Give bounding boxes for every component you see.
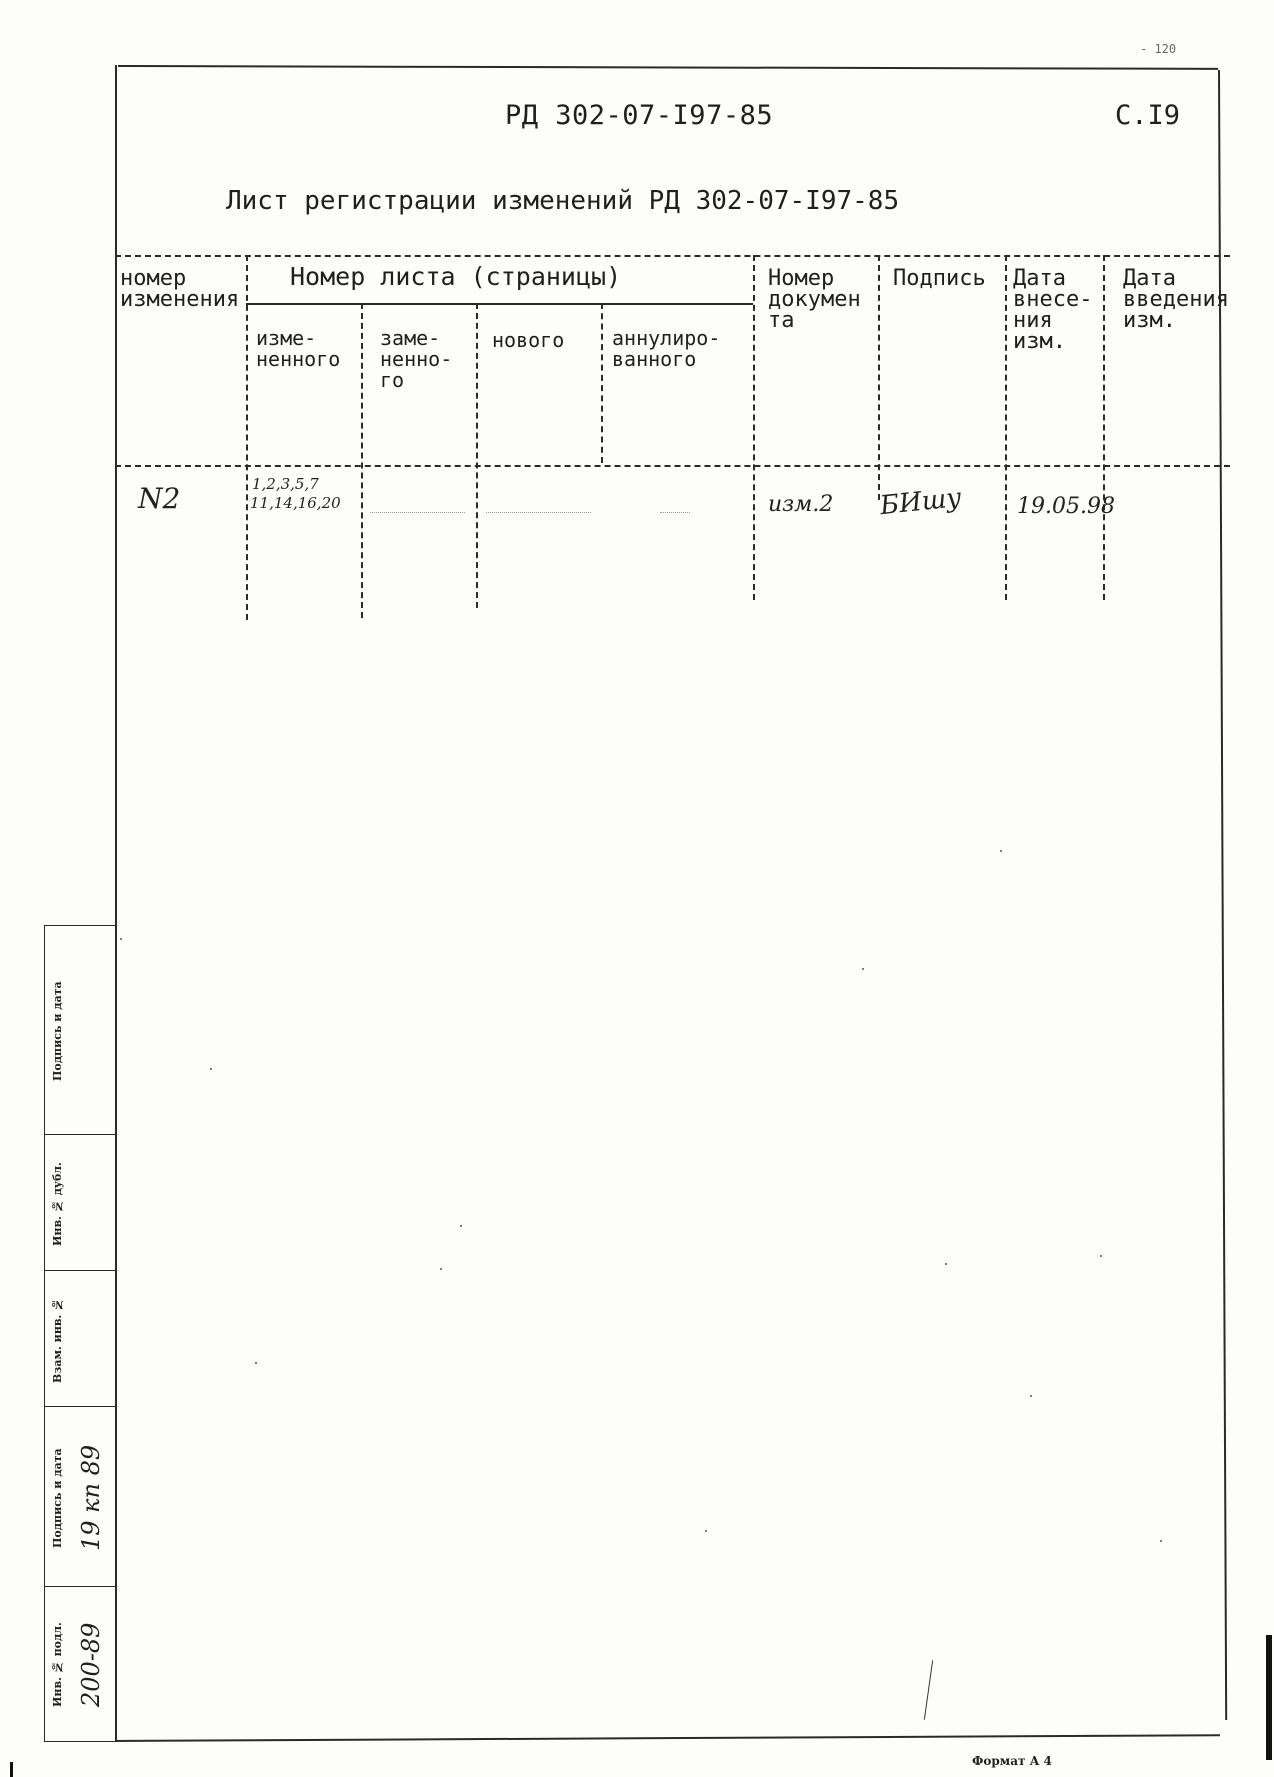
table-top-line (115, 255, 1230, 257)
scan-speck (1160, 1540, 1162, 1542)
col-line-3 (476, 303, 478, 608)
row-changed-line1: 1,2,3,5,7 (252, 475, 319, 493)
col-header-change-no: номер изменения (120, 266, 240, 312)
col-header-signature: Подпись (893, 266, 986, 291)
scan-speck (705, 1530, 707, 1532)
side-stamp (44, 925, 115, 1742)
binding-edge-bar (1266, 1635, 1272, 1760)
col-line-5 (753, 255, 755, 600)
col-header-replaced: заме- ненно- го (380, 326, 453, 392)
stamp-cell-dup-inv: Инв. № дубл. (45, 1134, 115, 1271)
col-header-annulled: аннулиро- ванного (612, 326, 721, 371)
page-number: С.I9 (1115, 100, 1181, 131)
col-line-1 (246, 255, 248, 620)
scan-speck (255, 1362, 257, 1364)
scan-speck (945, 1263, 947, 1265)
page-title: Лист регистрации изменений РД 302-07-I97-85 (226, 186, 900, 216)
row-doc-no: изм.2 (768, 492, 834, 517)
edge-tick (10, 1762, 13, 1777)
sheet-group-divider (246, 303, 753, 305)
row-date-entered: 19.05.98 (1017, 494, 1115, 519)
row-changed-line2: 11,14,16,20 (250, 494, 341, 512)
scan-speck (210, 1068, 212, 1070)
row-change-no: N2 (138, 482, 181, 515)
col-header-date-entered: Дата внесе- ния изм. (1013, 266, 1093, 354)
col-header-date-introduced: Дата введения изм. (1123, 266, 1229, 333)
scan-speck (1100, 1255, 1102, 1257)
scan-speck (862, 968, 864, 970)
col-header-changed: изме- ненного (256, 326, 341, 371)
scan-speck (120, 938, 122, 940)
row-signature: БИшу (878, 482, 963, 522)
stamp-cell-replace-inv: Взам. инв. № (45, 1270, 115, 1407)
col-line-8 (1103, 255, 1105, 600)
col-line-6 (878, 255, 880, 500)
row-empty-annulled (660, 512, 690, 513)
col-header-new: нового (492, 328, 565, 352)
col-header-doc-no: Номер докумен та (768, 266, 861, 333)
header-bottom-line (115, 465, 1230, 467)
scan-speck (1000, 850, 1002, 852)
stamp-cell-signature-date-2: Подпись и дата (51, 981, 64, 1081)
col-header-sheet-group: Номер листа (страницы) (290, 262, 622, 291)
row-empty-replaced (370, 512, 465, 513)
frame-bottom-border (115, 1734, 1220, 1742)
format-label: Формат А 4 (972, 1754, 1052, 1768)
stamp-cell-orig-inv: Инв. № подл. 200-89 (45, 1586, 115, 1742)
col-line-7 (1005, 255, 1007, 600)
col-line-2 (361, 303, 363, 618)
scan-speck (1030, 1395, 1032, 1397)
stamp-cell-signature-date-1: Подпись и дата 19 кп 89 (45, 1406, 115, 1587)
scan-speck (460, 1225, 462, 1227)
col-line-4 (601, 303, 603, 463)
row-empty-new (486, 512, 591, 513)
frame-left-border (115, 65, 117, 1740)
corner-mark: - 120 (1140, 42, 1177, 56)
pen-mark (924, 1660, 933, 1720)
document-code: РД 302-07-I97-85 (505, 100, 774, 131)
frame-top-border (118, 65, 1218, 70)
scan-speck (440, 1268, 442, 1270)
